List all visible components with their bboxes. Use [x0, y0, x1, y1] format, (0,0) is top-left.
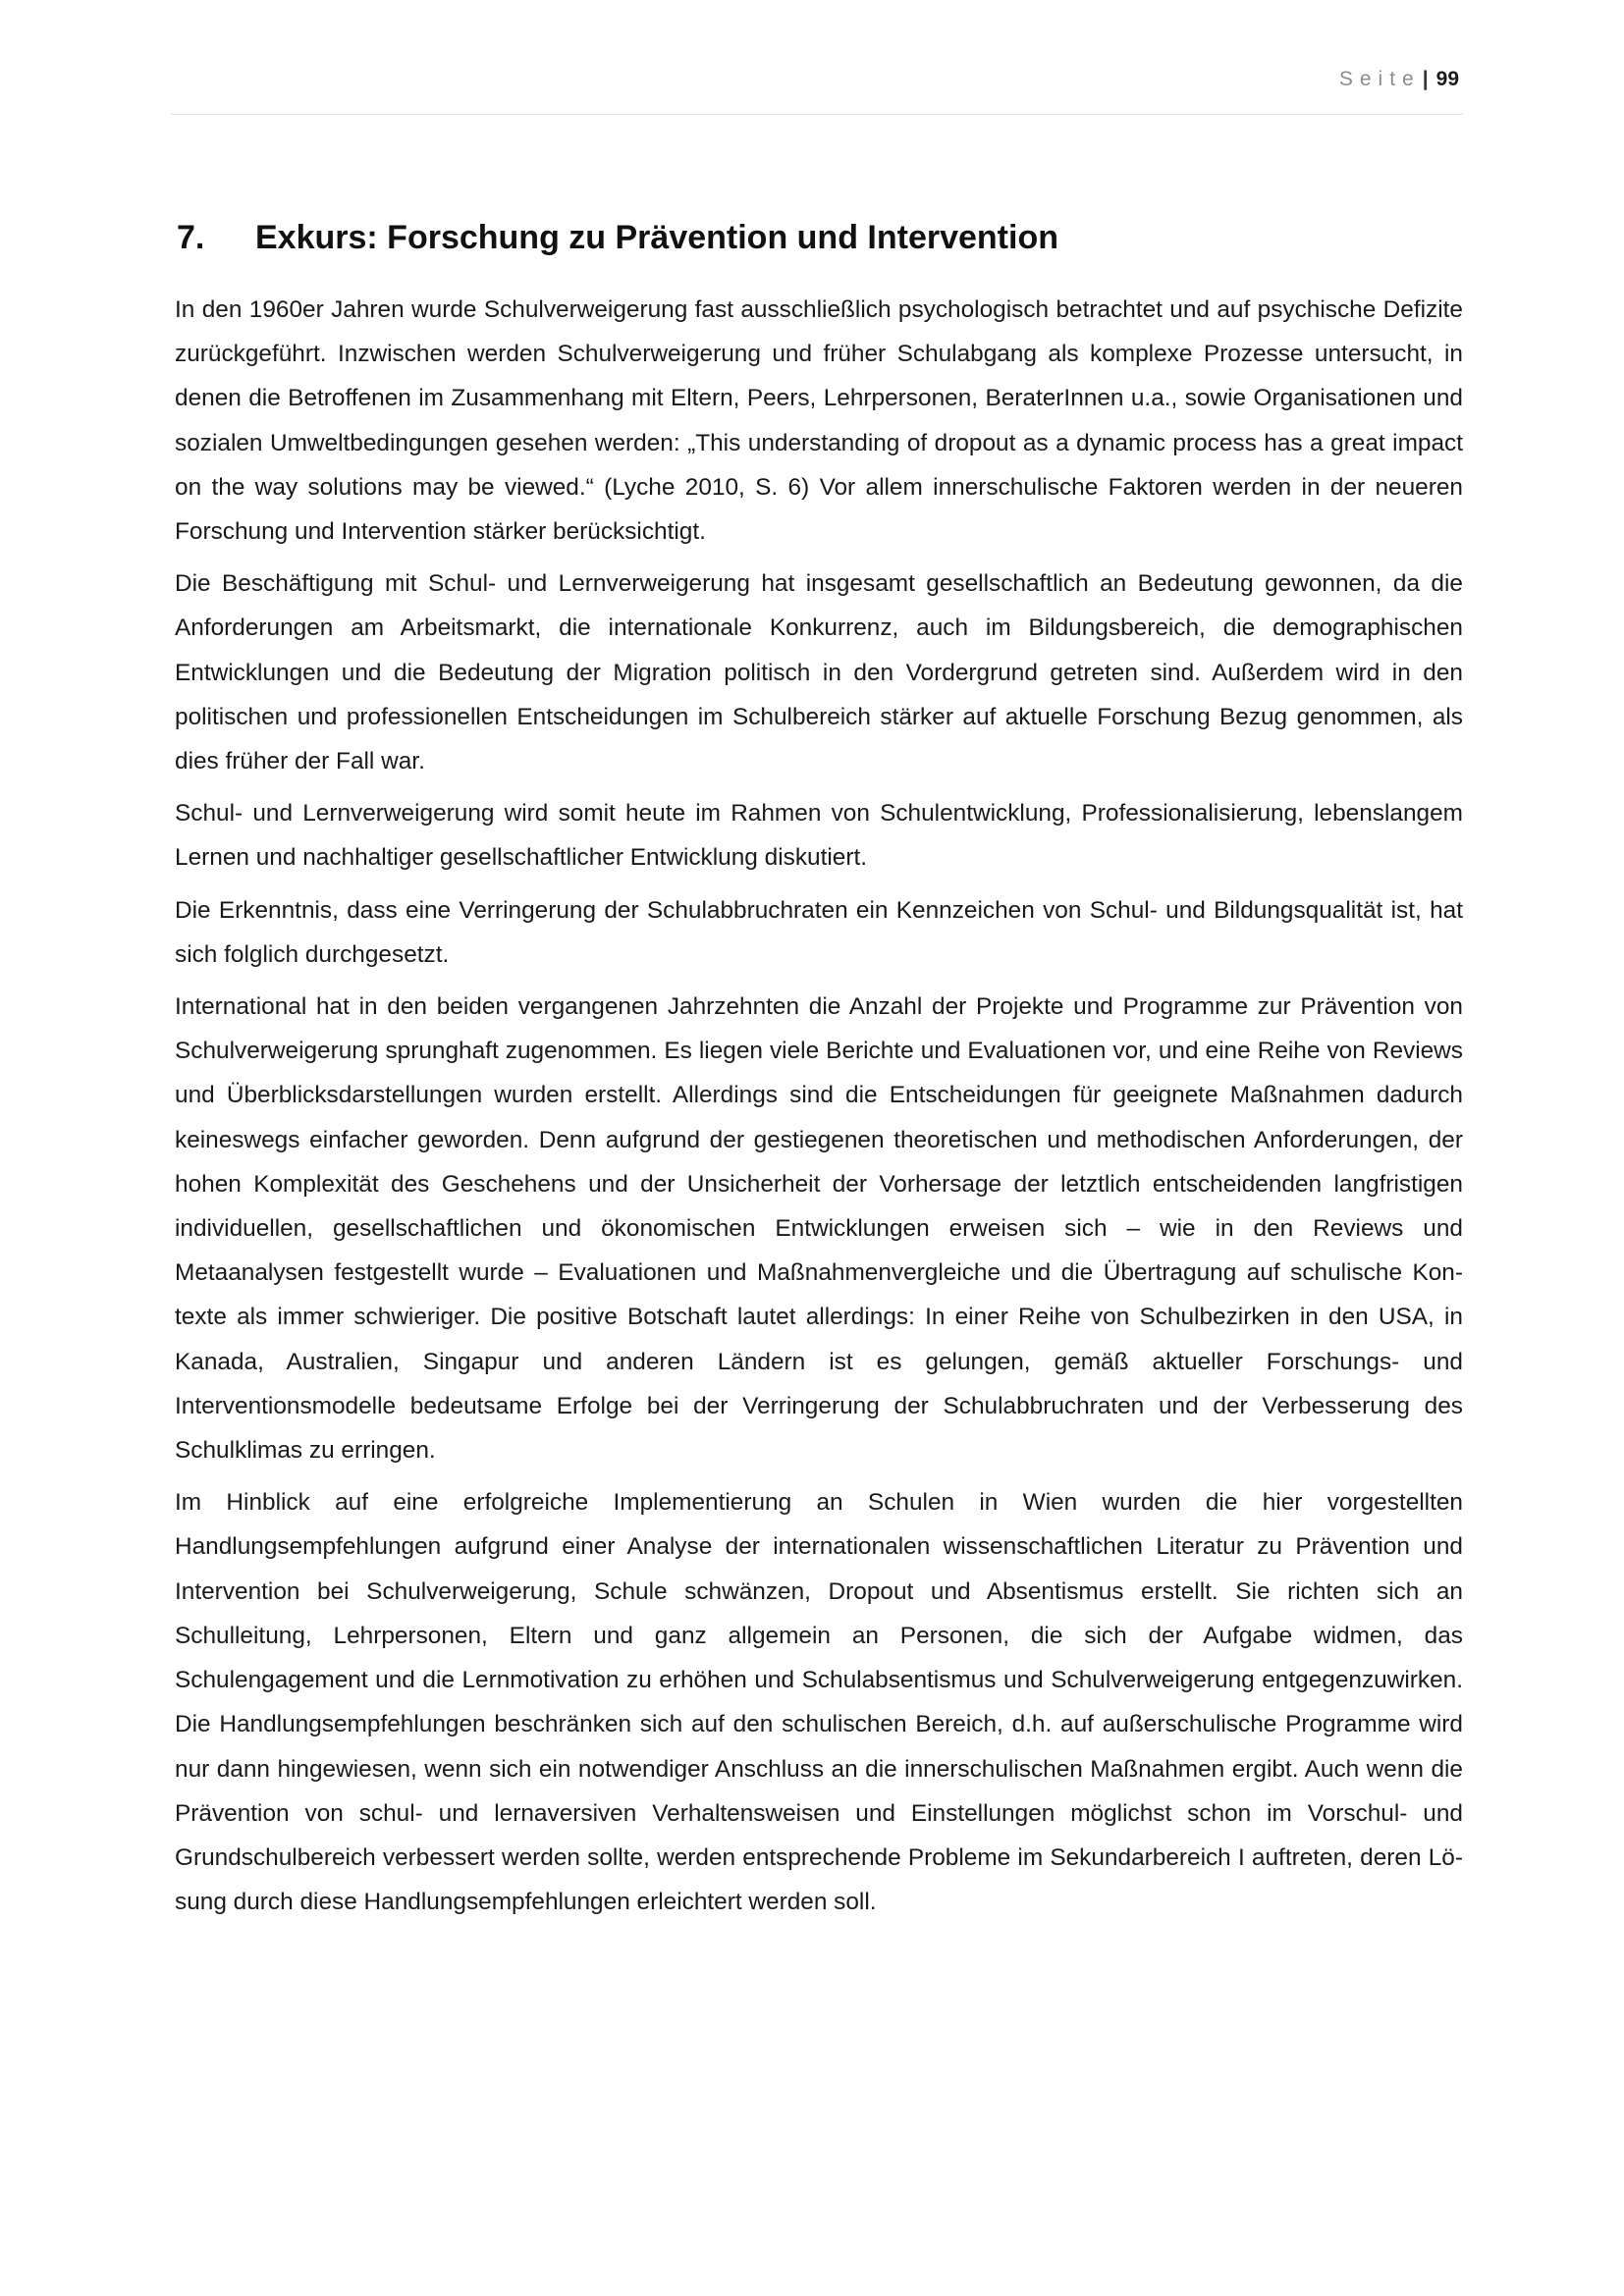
page-number: 99 — [1435, 68, 1459, 90]
chapter-number: 7. — [177, 219, 205, 256]
paragraph: International hat in den beiden vergangenen Jahrzehnten die Anzahl der Projekte und Programme zur Prävention von Schulverweigerung sprunghaft zugenommen. Es liegen viele Berichte und Evaluationen vor, und eine Reihe von Reviews und Überblicksdarstellungen wurden erstellt. Allerdings sind die Entscheidungen für geeignete Maßnahmen dadurch keineswegs einfacher geworden. Denn aufgrund der gestiegenen theoretischen und methodischen Anforderungen, der hohen Komplexität des Geschehens und der Unsicherheit der Vorhersage der letztlich entscheidenden langfristigen individuellen, gesellschaftlichen und ökonomischen Entwicklungen erweisen sich – wie in den Reviews und Metaanalysen festgestellt wurde – Evaluationen und Maßnahmenvergleiche und die Übertragung auf schulische Kontexte als immer schwieriger. Die positive Botschaft lautet allerdings: In einer Reihe von Schulbezirken in den USA, in Kanada, Australien, Singapur und anderen Ländern ist es gelungen, gemäß aktueller Forschungs- und Interventionsmodelle bedeutsame Erfolge bei der Verringerung der Schulabbruchraten und der Verbesserung des Schulklimas zu erringen. — [175, 993, 1463, 1465]
body-text — [175, 288, 1463, 1932]
seite-label: Seite — [1338, 68, 1421, 90]
page-separator: | — [1422, 68, 1429, 90]
paragraph: Schul- und Lernverweigerung wird somit heute im Rahmen von Schulentwicklung, Professionalisierung, lebenslangem Lernen und nachhaltiger gesellschaftlicher Entwicklung diskutiert. — [175, 800, 1463, 872]
page-number-block — [1339, 67, 1459, 92]
chapter-heading — [177, 216, 1463, 259]
paragraph: Die Beschäftigung mit Schul- und Lernverweigerung hat insgesamt gesellschaftlich an Bedeutung gewonnen, da die Anforderungen am Arbeitsmarkt, die internationale Konkurrenz, auch im Bildungsbereich, die demographischen Entwicklungen und die Bedeutung der Migration politisch in den Vordergrund getreten sind. Außerdem wird in den politischen und professionellen Entscheidungen im Schulbereich stärker auf aktuelle Forschung Bezug genommen, als dies früher der Fall war. — [175, 570, 1463, 775]
paragraph: Die Erkenntnis, dass eine Verringerung der Schulabbruchraten ein Kennzeichen von Schul- und Bildungsqualität ist, hat sich folglich durchgesetzt. — [175, 896, 1463, 968]
paragraph: In den 1960er Jahren wurde Schulverweigerung fast ausschließlich psychologisch betrachtet und auf psychische Defizite zurückgeführt. Inzwischen werden Schulverweigerung und früher Schulabgang als komplexe Prozesse untersucht, in denen die Betroffenen im Zusammenhang mit Eltern, Peers, Lehrpersonen, BeraterInnen u.a., sowie Organisationen und sozialen Umweltbedingungen gesehen werden: „This understanding of dropout as a dynamic process has a great impact on the way solutions may be viewed.“ (Lyche 2010, S. 6) Vor allem innerschulische Faktoren werden in der neueren Forschung und Intervention stärker berücksichtigt. — [175, 296, 1463, 546]
chapter-title: Exkurs: Forschung zu Prävention und Intervention — [255, 219, 1058, 256]
page-header — [171, 65, 1463, 115]
paragraph: Im Hinblick auf eine erfolgreiche Implementierung an Schulen in Wien wurden die hier vorgestellten Handlungsempfehlungen aufgrund einer Analyse der internationalen wissenschaftlichen Literatur zu Prävention und Intervention bei Schulverweigerung, Schule schwänzen, Dropout und Absentismus erstellt. Sie richten sich an Schulleitung, Lehrpersonen, Eltern und ganz allgemein an Personen, die sich der Aufgabe widmen, das Schulengagement und die Lernmotivation zu erhöhen und Schulabsentismus und Schulverweigerung entgegenzuwirken. Die Handlungsempfehlungen beschränken sich auf den schulischen Bereich, d.h. auf außerschulische Programme wird nur dann hingewiesen, wenn sich ein notwendiger Anschluss an die innerschulischen Maßnahmen ergibt. Auch wenn die Prävention von schul- und lernaversiven Verhaltensweisen und Einstellungen möglichst schon im Vorschul- und Grundschulbereich verbessert werden sollte, werden entsprechende Probleme im Sekundarbereich I auftreten, deren Lösung durch diese Handlungsempfehlungen erleichtert werden soll. — [175, 1489, 1463, 1916]
